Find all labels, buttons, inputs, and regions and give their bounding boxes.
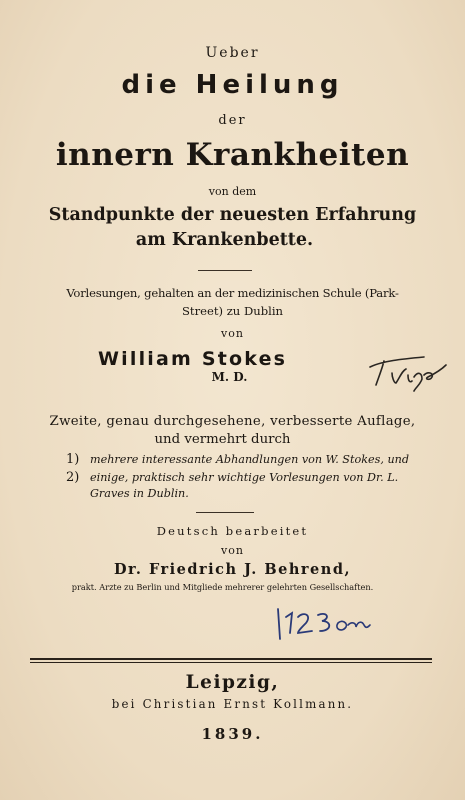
- translation-line: Deutsch bearbeitet: [156, 524, 309, 538]
- item-2-text-2: Graves in Dublin.: [90, 487, 189, 500]
- title-standpunkte: Standpunkte der neuesten Erfahrung: [48, 205, 417, 225]
- divider-top: [198, 270, 252, 271]
- author-von: von: [221, 327, 244, 340]
- edition-line-2: und vermehrt durch: [154, 432, 291, 447]
- double-rule-bottom: [30, 662, 432, 663]
- publication-year: 1839.: [201, 725, 264, 743]
- title-der: der: [218, 113, 247, 128]
- title-ueber: Ueber: [205, 45, 260, 61]
- double-rule-top: [30, 658, 432, 660]
- author-name: William Stokes: [98, 348, 288, 370]
- item-2-number: 2): [66, 470, 80, 485]
- translator-description: prakt. Arzte zu Berlin und Mitgliede mehrerer gelehrten Gesellschaften.: [71, 582, 374, 592]
- lecture-line-1: Vorlesungen, gehalten an der medizinischen Schule (Park-: [66, 286, 399, 300]
- translator-name: Dr. Friedrich J. Behrend,: [113, 561, 352, 578]
- publisher-name: bei Christian Ernst Kollmann.: [111, 697, 354, 711]
- edition-line-1: Zweite, genau durchgesehene, verbesserte Auflage,: [49, 414, 416, 429]
- title-von-dem: von dem: [208, 185, 257, 198]
- publisher-place: Leipzig,: [185, 672, 280, 693]
- title-krankheiten: innern Krankheiten: [55, 137, 410, 173]
- title-krankenbette: am Krankenbette.: [135, 230, 314, 250]
- lecture-line-2: Street) zu Dublin: [181, 304, 284, 318]
- item-1-text: mehrere interessante Abhandlungen von W. Stokes, und: [90, 453, 410, 466]
- item-2-text-1: einige, praktisch sehr wichtige Vorlesungen von Dr. L.: [90, 471, 399, 484]
- author-degree: M. D.: [211, 370, 248, 384]
- translator-von: von: [221, 544, 244, 557]
- pencil-note: [272, 603, 372, 643]
- signature-handwritten: [362, 347, 452, 395]
- item-1-number: 1): [66, 452, 80, 467]
- divider-middle: [196, 512, 254, 513]
- title-heilung: die Heilung: [121, 70, 344, 100]
